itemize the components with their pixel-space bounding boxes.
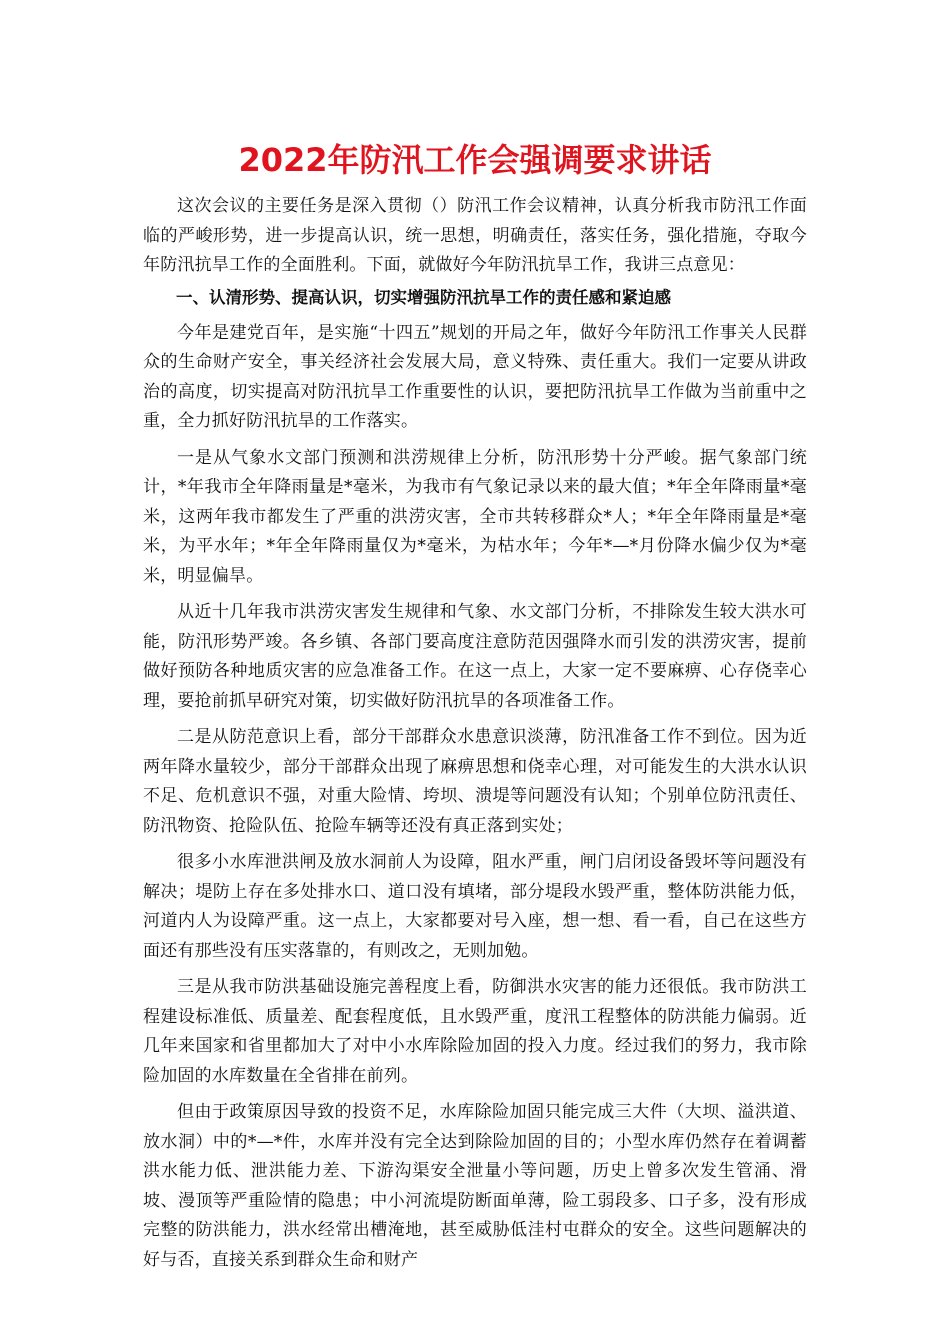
body-paragraph: 今年是建党百年，是实施“十四五”规划的开局之年，做好今年防汛工作事关人民群众的生命财产安全，事关经济社会发展大局，意义特殊、责任重大。我们一定要从讲政治的高度，切实提高对防汛抗旱工作重要性的认识，要把防汛抗旱工作做为当前重中之重，全力抓好防汛抗旱的工作落实。 <box>143 322 807 431</box>
section-heading-1: 一、认清形势、提高认识，切实增强防汛抗旱工作的责任感和紧迫感 <box>176 287 671 307</box>
document-title: 2022年防汛工作会强调要求讲话 <box>238 141 712 179</box>
body-paragraph: 二是从防范意识上看，部分干部群众水患意识淡薄，防汛准备工作不到位。因为近两年降水量较少，部分干部群众出现了麻痹思想和侥幸心理，对可能发生的大洪水认识不足、危机意识不强，对重大险情、垮坝、溃堤等问题没有认知；个别单位防汛责任、防汛物资、抢险队伍、抢险车辆等还没有真正落到实处； <box>143 727 807 836</box>
body-paragraph: 三是从我市防洪基础设施完善程度上看，防御洪水灾害的能力还很低。我市防洪工程建设标准低、质量差、配套程度低，且水毁严重，度汛工程整体的防洪能力偏弱。近几年来国家和省里都加大了对中小水库除险加固的投入力度。经过我们的努力，我市除险加固的水库数量在全省排在前列。 <box>143 977 807 1086</box>
body-paragraph: 一是从气象水文部门预测和洪涝规律上分析，防汛形势十分严峻。据气象部门统计，*年我市全年降雨量是*毫米，为我市有气象记录以来的最大值；*年全年降雨量*毫米，这两年我市都发生了严重的洪涝灾害，全市共转移群众*人；*年全年降雨量是*毫米，为平水年；*年全年降雨量仅为*毫米，为枯水年；今年*—*月份降水偏少仅为*毫米，明显偏旱。 <box>143 447 807 586</box>
body-paragraph: 很多小水库泄洪闸及放水洞前人为设障，阻水严重，闸门启闭设备毁坏等问题没有解决；堤防上存在多处排水口、道口没有填堵，部分堤段水毁严重，整体防洪能力低，河道内人为设障严重。这一点上，大家都要对号入座，想一想、看一看，自己在这些方面还有那些没有压实落靠的，有则改之，无则加勉。 <box>143 852 807 961</box>
document-page <box>143 138 807 1282</box>
body-paragraph: 但由于政策原因导致的投资不足，水库除险加固只能完成三大件（大坝、溢洪道、放水洞）中的*—*件，水库并没有完全达到除险加固的目的；小型水库仍然存在着调蓄洪水能力低、泄洪能力差、下游沟渠安全泄量小等问题，历史上曾多次发生管涌、滑坡、漫顶等严重险情的隐患；中小河流堤防断面单薄，险工弱段多、口子多，没有形成完整的防洪能力，洪水经常出槽淹地，甚至威胁低洼村屯群众的安全。这些问题解决的好与否，直接关系到群众生命和财产 <box>143 1102 807 1270</box>
intro-paragraph: 这次会议的主要任务是深入贯彻（）防汛工作会议精神，认真分析我市防汛工作面临的严峻形势，进一步提高认识，统一思想，明确责任，落实任务，强化措施，夺取今年防汛抗旱工作的全面胜利。下面，就做好今年防汛抗旱工作，我讲三点意见： <box>143 196 807 275</box>
body-paragraph: 从近十几年我市洪涝灾害发生规律和气象、水文部门分析，不排除发生较大洪水可能，防汛形势严竣。各乡镇、各部门要高度注意防范因强降水而引发的洪涝灾害，提前做好预防各种地质灾害的应急准备工作。在这一点上，大家一定不要麻痹、心存侥幸心理，要抢前抓早研究对策，切实做好防汛抗旱的各项准备工作。 <box>143 602 807 711</box>
